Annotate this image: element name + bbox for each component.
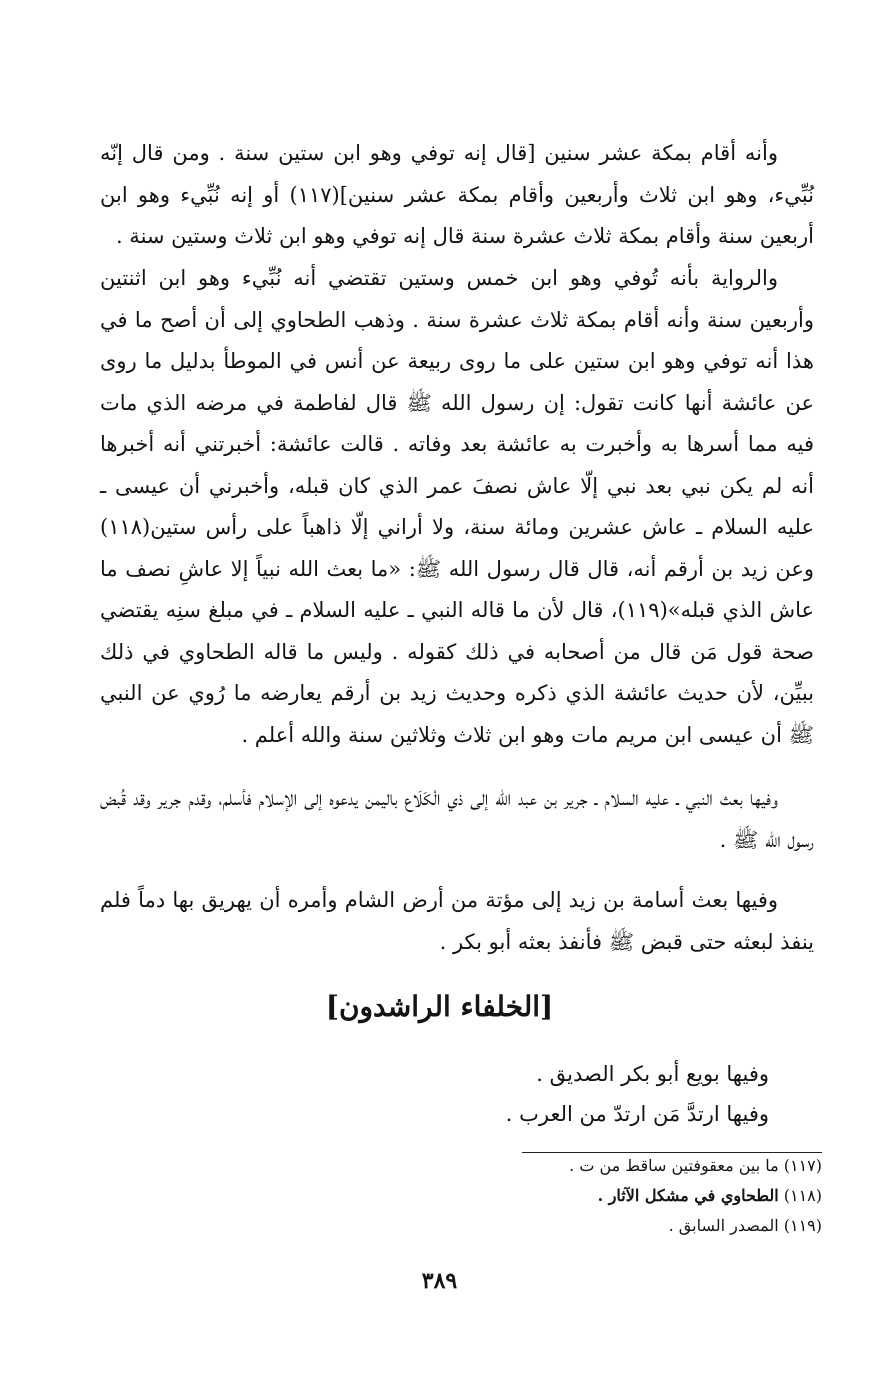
footnote-text: المصدر السابق . [668,1216,779,1235]
paragraph-4: وفيها بعث أسامة بن زيد إلى مؤتة من أرض الشام وأمره أن يهريق بها دماً فلم ينفذ لبعثه حتى قبض ﷺ فأنفذ بعثه أبو بكر . [100,888,814,954]
paragraph-2: والرواية بأنه تُوفي وهو ابن خمس وستين تقتضي أنه نُبِّيء وهو ابن اثنتين وأربعين سنة وأنه أقام بمكة ثلاث عشرة سنة . وذهب الطحاوي إلى أن أصح ما في هذا أنه توفي وهو ابن ستين على ما روى ربيعة عن أنس في الموطأ بدليل ما روى عن عائشة أنها كانت تقول: إن رسول الله ﷺ قال لفاطمة في مرضه الذي مات فيه مما أسرها به وأخبرت به عائشة بعد وفاته . قالت عائشة: أخبرتني أنه أخبرها أنه لم يكن نبي بعد نبي إلّا عاش نصفَ عمر الذي كان قبله، وأخبرني أن عيسى ـ عليه السلام ـ عاش عشرين ومائة سنة، ولا أراني إلّا ذاهباً على رأس ستين(١١٨) وعن زيد بن أرقم أنه، قال قال رسول الله ﷺ: «ما بعث الله نبياً إلا عاشِ نصف ما عاش الذي قبله»(١١٩)، قال لأن ما قاله النبي ـ عليه السلام ـ في مبلغ سنِه يقتضي صحة قول مَن قال من أصحابه في ذلك كقوله . وليس ما قاله الطحاوي في ذلك ببيِّن، لأن حديث عائشة الذي ذكره وحديث زيد بن أرقم يعارضه ما رُوي عن النبي ﷺ أن عيسى ابن مريم مات وهو ابن ثلاث وثلاثين سنة والله أعلم . [100,266,815,747]
list-line-1: وفيها بويع أبو بكر الصديق . [536,1062,769,1086]
list-line-2: وفيها ارتدَّ مَن ارتدّ من العرب . [505,1102,769,1126]
section-title: [الخلفاء الراشدون] [325,990,554,1023]
footnote-number: (١١٧) [783,1156,822,1175]
footnote-118 [598,1186,822,1205]
footnote-number: (١١٩) [783,1216,822,1235]
footnote-119 [669,1216,822,1235]
paragraph-1: وأنه أقام بمكة عشر سنين [قال إنه توفي وهو ابن ستين سنة . ومن قال إنّه نُبِّيء، وهو ابن ثلاث وأربعين وأقام بمكة عشر سنين](١١٧) أو إنه نُبِّيء وهو ابن أربعين سنة وأقام بمكة ثلاث عشرة سنة قال إنه توفي وهو ابن ثلاث وستين سنة . [100,141,814,248]
footnote-number: (١١٨) [783,1186,822,1205]
footnote-117 [569,1156,822,1175]
paragraph-3: وفيها بعث النبي ـ عليه السلام ـ جرير بن عبد الله إلى ذي الْكَلَاع باليمن يدعوه إلى الإسلام فأسلم، وقدم جرير وقد قُبض رسول الله ﷺ . [100,786,814,852]
footnote-text: ما بين معقوفتين ساقط من ت . [569,1156,779,1175]
footnote-text: الطحاوي في مشكل الآثار . [597,1186,779,1205]
footnote-divider [522,1152,822,1153]
page-number: ٣٨٩ [421,1268,458,1294]
